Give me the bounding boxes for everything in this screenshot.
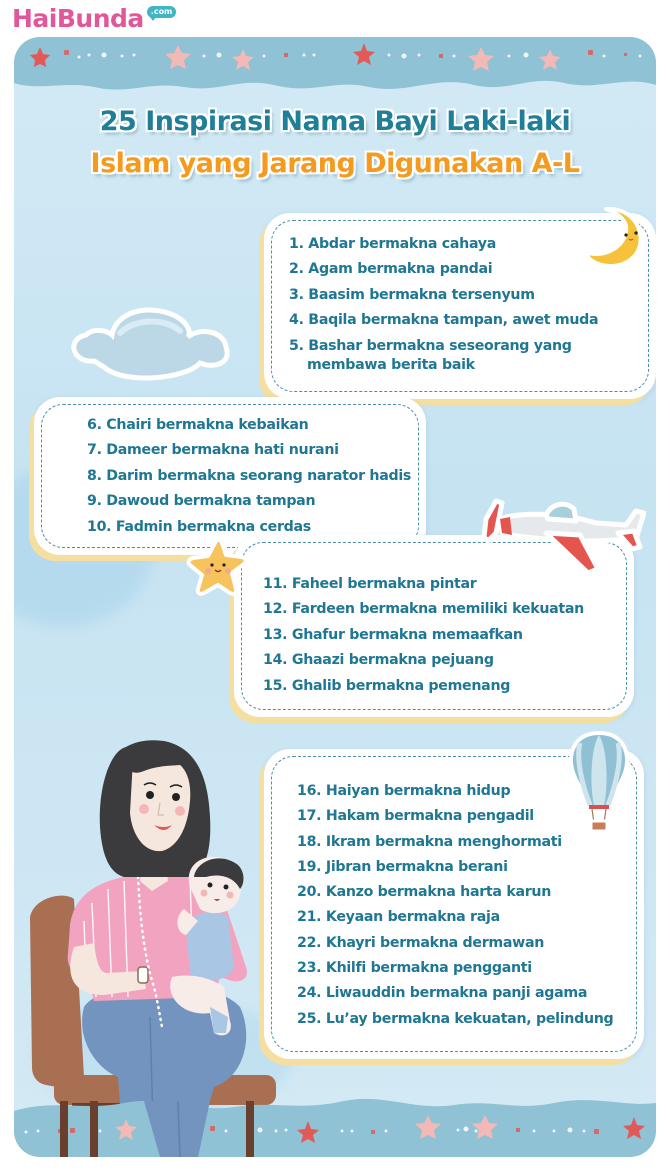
- infographic-panel: [14, 37, 656, 1157]
- names-list-2: [87, 413, 411, 540]
- name-item: 10. Fadmin bermakna cerdas: [87, 518, 311, 535]
- name-item: 11. Faheel bermakna pintar: [263, 576, 477, 592]
- name-item: 23. Khilfi bermakna pengganti: [297, 960, 532, 977]
- haibunda-logo[interactable]: [12, 4, 176, 34]
- name-item: 2. Agam bermakna pandai: [289, 261, 493, 278]
- name-item: 20. Kanzo bermakna harta karun: [297, 884, 552, 901]
- name-item: 15. Ghalib bermakna pemenang: [263, 677, 511, 694]
- name-item-text: 5. Bashar bermakna seseorang yang: [289, 337, 572, 354]
- hot-air-balloon-icon: [564, 729, 634, 839]
- name-item: 18. Ikram bermakna menghormati: [297, 833, 562, 850]
- name-item: 3. Baasim bermakna tersenyum: [289, 286, 535, 303]
- chair-legs: [60, 1101, 280, 1157]
- name-item: 7. Dameer bermakna hati nurani: [87, 442, 339, 459]
- top-decorative-band: [14, 37, 656, 107]
- smiling-star-icon: [186, 537, 252, 599]
- name-item: 12. Fardeen bermakna memiliki kekuatan: [263, 601, 584, 618]
- name-item: 21. Keyaan bermakna raja: [297, 909, 500, 926]
- name-item: 13. Ghafur bermakna memaafkan: [263, 626, 523, 643]
- name-item: 6. Chairi bermakna kebaikan: [87, 417, 309, 433]
- name-item: 1. Abdar bermakna cahaya: [289, 236, 497, 252]
- logo-com-badge: .com: [147, 6, 177, 18]
- names-list-1: [289, 232, 598, 374]
- name-item-continuation: membawa berita baik: [307, 357, 475, 374]
- crescent-moon-icon: [584, 205, 646, 271]
- name-item: 25. Lu’ay bermakna kekuatan, pelindung: [297, 1010, 614, 1027]
- name-item: [289, 334, 598, 374]
- name-item: 8. Darim bermakna seorang narator hadis: [87, 467, 412, 484]
- title-line-1: 25 Inspirasi Nama Bayi Laki-laki: [99, 106, 571, 137]
- name-item: 16. Haiyan bermakna hidup: [297, 783, 511, 799]
- name-item: 22. Khayri bermakna dermawan: [297, 934, 545, 951]
- title-line-2: Islam yang Jarang Digunakan A-L: [90, 148, 580, 179]
- names-card-2: [34, 397, 426, 555]
- airplane-icon: [476, 489, 646, 579]
- name-item: 9. Dawoud bermakna tampan: [87, 493, 316, 510]
- logo-text: HaiBunda: [12, 4, 144, 33]
- name-item: 17. Hakam bermakna pengadil: [297, 808, 534, 825]
- name-item: 4. Baqila bermakna tampan, awet muda: [289, 312, 599, 329]
- name-item: 14. Ghaazi bermakna pejuang: [263, 652, 494, 669]
- cloud-icon: [64, 303, 234, 387]
- name-item: 19. Jibran bermakna berani: [297, 858, 508, 875]
- name-item: 24. Liwauddin bermakna panji agama: [297, 985, 588, 1002]
